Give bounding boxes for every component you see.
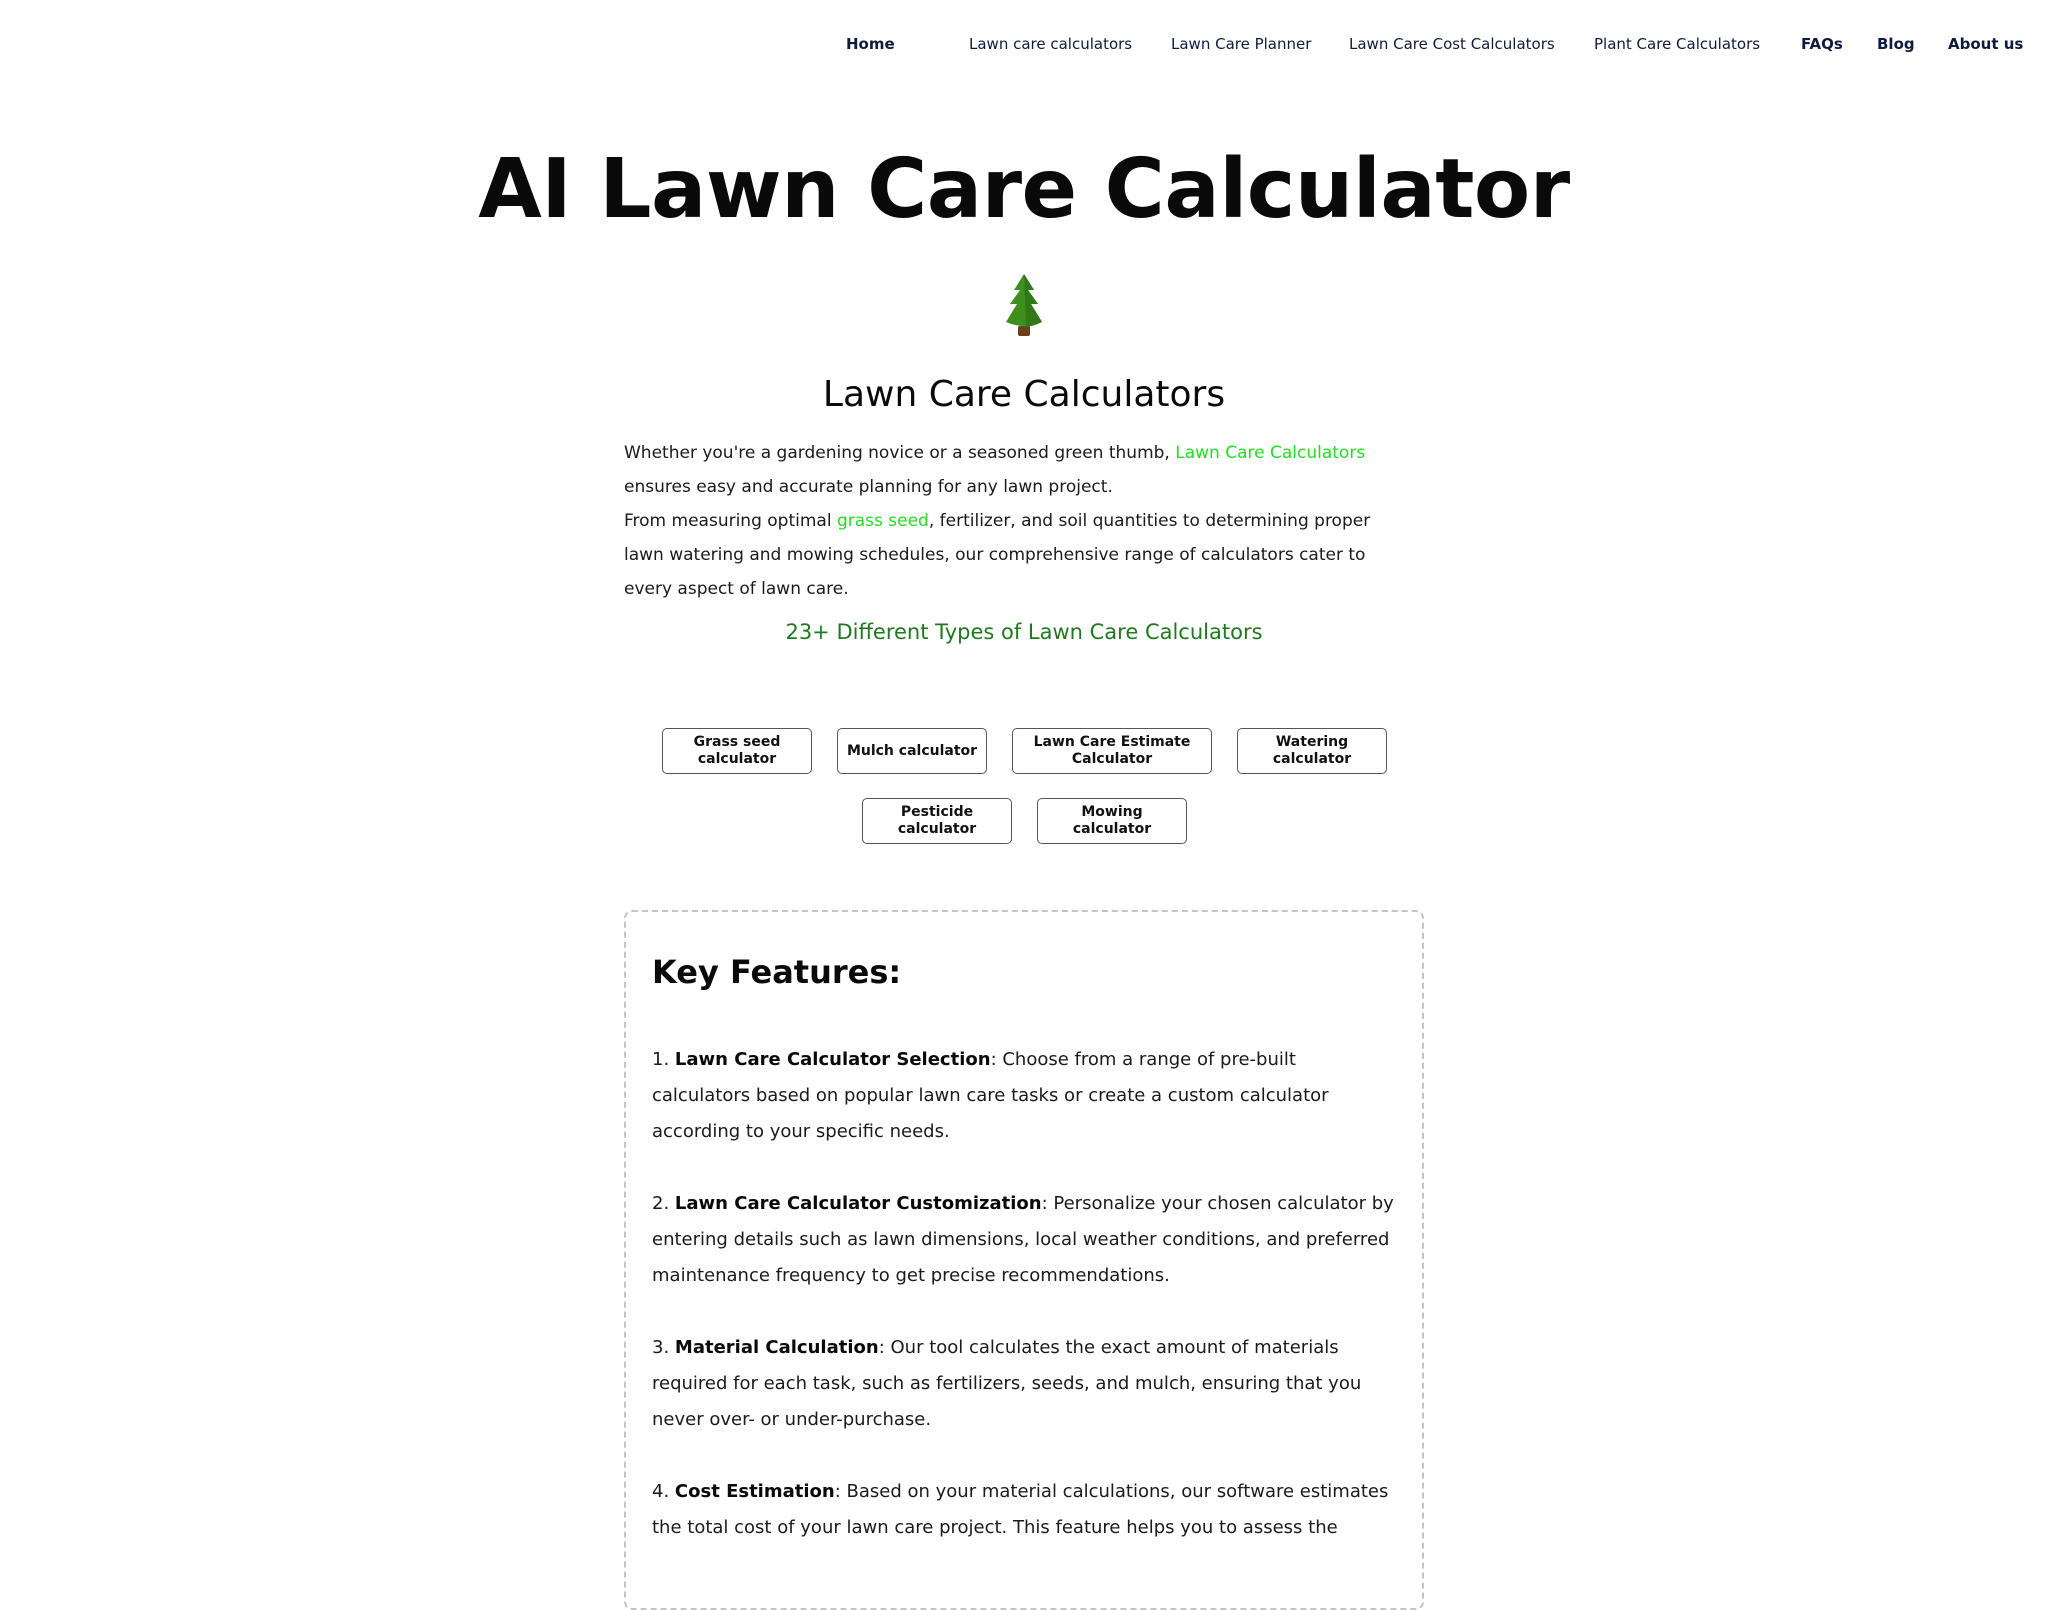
feature-number: 1. [652, 1049, 675, 1070]
page-title: AI Lawn Care Calculator [478, 142, 1570, 237]
lawn-care-estimate-calculator-button[interactable]: Lawn Care Estimate Calculator [1012, 728, 1212, 774]
nav-lawn-care-cost-calculators-link[interactable]: Lawn Care Cost Calculators [1349, 35, 1555, 53]
calculator-types-subheading: 23+ Different Types of Lawn Care Calculators [785, 620, 1263, 644]
intro-text-part: , fertilizer, and soil quantities to determining proper lawn watering and mowing schedules, our comprehensive range of calculators cater to every aspect of lawn care. [624, 511, 1371, 599]
key-features-heading: Key Features: [652, 953, 902, 991]
watering-calculator-button[interactable]: Watering calculator [1237, 728, 1387, 774]
nav-about-us-link[interactable]: About us [1948, 35, 2024, 53]
intro-text [624, 436, 1414, 606]
feature-item [652, 1474, 1396, 1546]
nav-blog-link[interactable]: Blog [1877, 35, 1915, 53]
feature-description: : Choose from a range of pre-built calculators based on popular lawn care tasks or create a custom calculator according to your specific needs. [652, 1049, 1329, 1142]
key-features-box [624, 910, 1424, 1610]
mowing-calculator-button[interactable]: Mowing calculator [1037, 798, 1187, 844]
feature-number: 3. [652, 1337, 675, 1358]
feature-title: Lawn Care Calculator Selection [674, 1049, 991, 1070]
lawn-care-calculators-link[interactable]: Lawn Care Calculators [1175, 443, 1366, 463]
feature-title: Lawn Care Calculator Customization [674, 1193, 1042, 1214]
feature-item [652, 1042, 1396, 1150]
feature-description: : Personalize your chosen calculator by entering details such as lawn dimensions, local weather conditions, and preferred maintenance frequency to get precise recommendations. [652, 1193, 1394, 1286]
intro-text-part: Whether you're a gardening novice or a seasoned green thumb, [624, 443, 1176, 463]
intro-paragraph-1 [624, 436, 1414, 504]
feature-description: : Based on your material calculations, our software estimates the total cost of your lawn care project. This feature helps you to assess the [652, 1481, 1389, 1538]
intro-text-part: From measuring optimal [624, 511, 837, 531]
feature-title: Material Calculation [674, 1337, 879, 1358]
grass-seed-link[interactable]: grass seed [836, 511, 929, 531]
section-title: Lawn Care Calculators [822, 374, 1226, 415]
mulch-calculator-button[interactable]: Mulch calculator [837, 728, 987, 774]
feature-title: Cost Estimation [674, 1481, 835, 1502]
feature-description: : Our tool calculates the exact amount of materials required for each task, such as fertilizers, seeds, and mulch, ensuring that you never over- or under-purchase. [652, 1337, 1362, 1430]
feature-number: 2. [652, 1193, 675, 1214]
pesticide-calculator-button[interactable]: Pesticide calculator [862, 798, 1012, 844]
feature-item [652, 1186, 1396, 1294]
top-navigation [0, 0, 2048, 90]
feature-number: 4. [652, 1481, 675, 1502]
feature-item [652, 1330, 1396, 1438]
nav-home-link[interactable]: Home [846, 35, 895, 53]
nav-lawn-care-calculators-link[interactable]: Lawn care calculators [969, 35, 1133, 53]
nav-faqs-link[interactable]: FAQs [1801, 35, 1843, 53]
evergreen-tree-icon [994, 270, 1054, 340]
intro-text-part: ensures easy and accurate planning for any lawn project. [624, 477, 1113, 497]
intro-paragraph-2 [624, 504, 1414, 606]
nav-lawn-care-planner-link[interactable]: Lawn Care Planner [1171, 35, 1312, 53]
grass-seed-calculator-button[interactable]: Grass seed calculator [662, 728, 812, 774]
nav-plant-care-calculators-link[interactable]: Plant Care Calculators [1594, 35, 1761, 53]
